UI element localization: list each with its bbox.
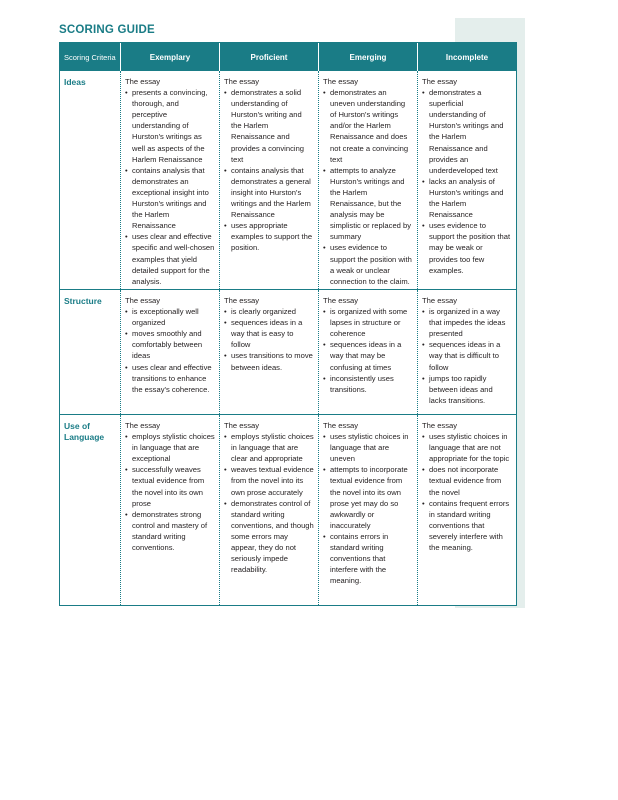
list-item: • contains frequent errors in standard writing conventions that severely interfere with the meaning. [422, 498, 512, 553]
list-item: • uses evidence to support the position with a weak or unclear connection to the claim. [323, 242, 413, 286]
ideas-proficient [219, 71, 318, 291]
list-item: • is clearly organized [224, 306, 314, 317]
list-item: • is exceptionally well organized [125, 306, 215, 328]
list-item: • uses clear and effective transitions to enhance the essay's coherence. [125, 362, 215, 395]
list-item: • is organized in a way that impedes the ideas presented [422, 306, 512, 339]
list-item: • demonstrates control of standard writing conventions, and though some errors may appear, they do not seriously impede readability. [224, 498, 314, 576]
list-item: • successfully weaves textual evidence from the novel into its own prose [125, 464, 215, 508]
structure-incomplete [417, 290, 516, 414]
cell-lead: The essay [224, 77, 260, 86]
list-item: • demonstrates a solid understanding of Hurston's writing and the Harlem Renaissance and provides a convincing text [224, 87, 314, 165]
cell-lead: The essay [422, 421, 458, 430]
list-item: • employs stylistic choices in language that are clear and appropriate [224, 431, 314, 464]
list-item: • presents a convincing, thorough, and perceptive understanding of Hurston's writings as well as aspects of the Harlem Renaissance [125, 87, 215, 165]
structure-proficient [219, 290, 318, 414]
list-item: • moves smoothly and comfortably between ideas [125, 328, 215, 361]
structure-emerging [318, 290, 417, 414]
list-item: • weaves textual evidence from the novel into its own prose accurately [224, 464, 314, 497]
table-row-use-of-language [60, 414, 516, 605]
ideas-emerging [318, 71, 417, 291]
cell-lead: The essay [125, 296, 161, 305]
list-item: • uses evidence to support the position that may be weak or provides too few examples. [422, 220, 512, 275]
cell-lead: The essay [323, 296, 359, 305]
cell-lead: The essay [125, 421, 161, 430]
list-item: • inconsistently uses transitions. [323, 373, 413, 395]
list-item: • demonstrates strong control and mastery of standard writing conventions. [125, 509, 215, 553]
list-item: • demonstrates a superficial understanding of Hurston's writings and the Harlem Renaissance and provides an underdeveloped text [422, 87, 512, 176]
list-item: • lacks an analysis of Hurston's writings and the Harlem Renaissance [422, 176, 512, 220]
language-exemplary [120, 415, 219, 605]
list-item: • sequences ideas in a way that may be confusing at times [323, 339, 413, 372]
list-item: • uses appropriate examples to support the position. [224, 220, 314, 253]
criterion-ideas: Ideas [64, 77, 86, 87]
cell-lead: The essay [125, 77, 161, 86]
list-item: • jumps too rapidly between ideas and lacks transitions. [422, 373, 512, 406]
list-item: • sequences ideas in a way that is difficult to follow [422, 339, 512, 372]
table-header-row [60, 43, 516, 71]
list-item: • does not incorporate textual evidence from the novel [422, 464, 512, 497]
header-criteria: Scoring Criteria [64, 52, 116, 62]
page-title: SCORING GUIDE [59, 24, 155, 36]
structure-exemplary [120, 290, 219, 414]
language-emerging [318, 415, 417, 605]
list-item: • contains analysis that demonstrates a general insight into Hurston's writings and the Harlem Renaissance [224, 165, 314, 220]
cell-lead: The essay [323, 421, 359, 430]
table-row-structure [60, 289, 516, 414]
cell-lead: The essay [422, 77, 458, 86]
header-emerging: Emerging [318, 43, 417, 71]
list-item: • attempts to incorporate textual evidence from the novel into its own prose yet may do so awkwardly or inaccurately [323, 464, 413, 531]
scoring-table [59, 42, 517, 606]
language-incomplete [417, 415, 516, 605]
list-item: • sequences ideas in a way that is easy to follow [224, 317, 314, 350]
cell-lead: The essay [422, 296, 458, 305]
list-item: • uses clear and effective specific and well-chosen examples that yield detailed support for the analysis. [125, 231, 215, 286]
list-item: • uses stylistic choices in language that are uneven [323, 431, 413, 464]
header-incomplete: Incomplete [417, 43, 516, 71]
list-item: • contains analysis that demonstrates an exceptional insight into Hurston's writings and the Harlem Renaissance [125, 165, 215, 232]
cell-lead: The essay [224, 421, 260, 430]
list-item: • employs stylistic choices in language that are exceptional [125, 431, 215, 464]
header-proficient: Proficient [219, 43, 318, 71]
criterion-use-of-language: Use of Language [64, 421, 105, 442]
list-item: • attempts to analyze Hurston's writings and the Harlem Renaissance, but the analysis may be simplistic or replaced by summary [323, 165, 413, 243]
header-exemplary: Exemplary [120, 43, 219, 71]
table-row-ideas [60, 71, 516, 289]
list-item: • is organized with some lapses in structure or coherence [323, 306, 413, 339]
list-item: • contains errors in standard writing conventions that interfere with the meaning. [323, 531, 413, 586]
cell-lead: The essay [323, 77, 359, 86]
list-item: • uses stylistic choices in language that are not appropriate for the topic [422, 431, 512, 464]
cell-lead: The essay [224, 296, 260, 305]
list-item: • uses transitions to move between ideas. [224, 350, 314, 372]
ideas-incomplete [417, 71, 516, 291]
ideas-exemplary [120, 71, 219, 291]
language-proficient [219, 415, 318, 605]
criterion-structure: Structure [64, 296, 102, 306]
list-item: • demonstrates an uneven understanding of Hurston's writings and/or the Harlem Renaissance and does not create a convincing text [323, 87, 413, 165]
